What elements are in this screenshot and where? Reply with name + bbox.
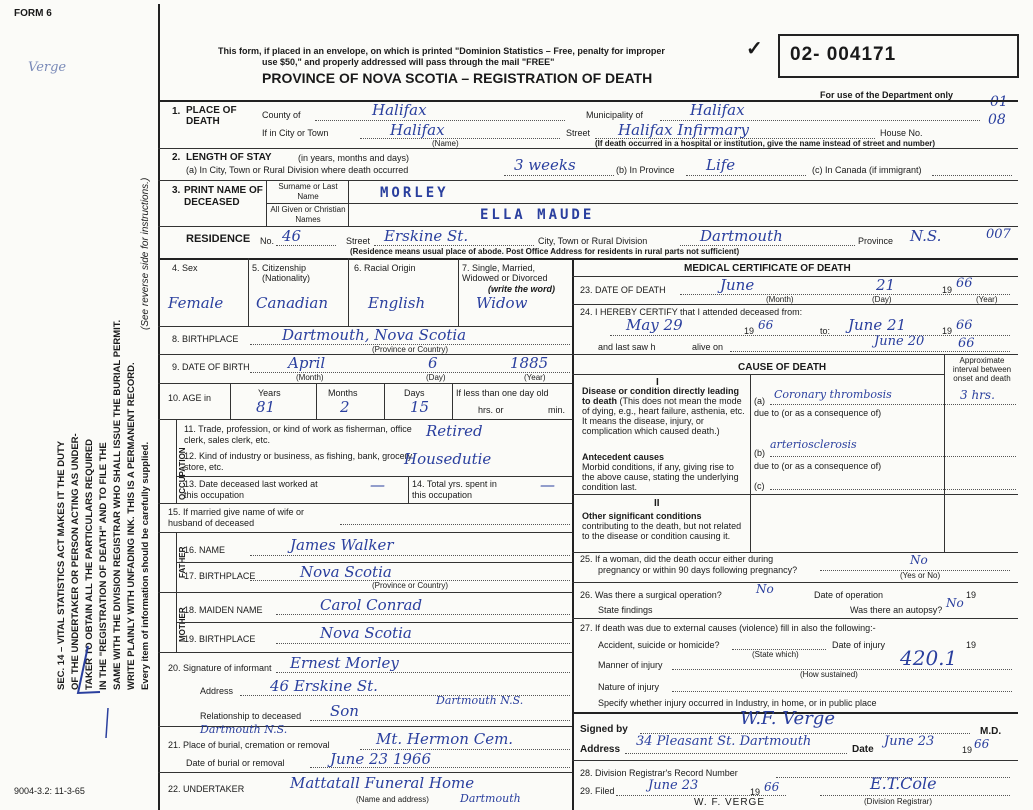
- stay-b-value: Life: [706, 156, 736, 174]
- dob-month-sub: (Month): [296, 373, 324, 382]
- dob-day: 6: [428, 354, 438, 372]
- residence-province: N.S.: [910, 227, 942, 245]
- q27-label: 27. If death was due to external causes (violence) fill in also the following:-: [580, 623, 876, 633]
- nature-label: Nature of injury: [598, 682, 660, 692]
- dept-code-1: 01: [990, 94, 1008, 110]
- residence-code: 007: [986, 227, 1011, 242]
- side-instruction-7: (See reverse side for instructions.): [140, 177, 151, 330]
- q12-label: 12. Kind of industry or business, as fishing, bank, grocery store, etc.: [184, 451, 413, 472]
- cause-b-value: arteriosclerosis: [770, 438, 857, 451]
- q25-answer: No: [910, 553, 928, 567]
- dept-use-label: For use of the Department only: [820, 90, 954, 100]
- sign-date-label: Date: [852, 744, 874, 755]
- attend-to-century: 19: [942, 326, 953, 336]
- interval-label: Approximate interval between onset and death: [952, 356, 1012, 383]
- envelope-notice-1: This form, if placed in an envelope, on which is printed "Dominion Statistics – Free, penalty for improper: [218, 46, 665, 56]
- informant-rel: Son: [330, 702, 359, 720]
- burial-date-label: Date of burial or removal: [186, 758, 285, 768]
- signed-value: W.F. Verge: [740, 708, 835, 729]
- birthplace-label: 8. BIRTHPLACE: [172, 334, 239, 344]
- racial-label: 6. Racial Origin: [354, 263, 416, 273]
- father-bp-sub: (Province or Country): [372, 581, 449, 590]
- name-num: 3.: [172, 185, 181, 196]
- q15-label: 15. If married give name of wife or husband of deceased: [168, 507, 305, 528]
- check-mark: ✓: [746, 38, 763, 60]
- informant-addr-label: Address: [200, 686, 234, 696]
- q12-value: Housedutie: [404, 450, 492, 468]
- q14-value: —: [540, 476, 555, 494]
- alive-label: alive on: [692, 342, 724, 352]
- burial-place-label: 21. Place of burial, cremation or removal: [168, 740, 330, 750]
- side-instruction-8: Every item of information should be carefully supplied.: [140, 441, 151, 690]
- q25-label: 25. If a woman, did the death occur either during: [580, 554, 774, 564]
- autopsy-label: Was there an autopsy?: [850, 605, 943, 615]
- residence-street: Erskine St.: [384, 227, 469, 245]
- side-instruction-1: SEC. 14 – VITAL STATISTICS ACT MAKES IT THE DUTY: [56, 440, 67, 690]
- residence-street-label: Street: [346, 236, 371, 246]
- attend-from-century: 19: [744, 326, 755, 336]
- manner-label: Manner of injury: [598, 660, 663, 670]
- death-century: 19: [942, 285, 953, 295]
- q24-label: 24. I HEREBY CERTIFY that I attended deceased from:: [580, 307, 803, 317]
- op-date-label: Date of operation: [814, 590, 884, 600]
- hrs-label: hrs. or: [478, 405, 504, 415]
- stay-a-value: 3 weeks: [514, 156, 576, 174]
- age-years: 81: [256, 398, 276, 416]
- form-code: 9004-3.2: 11-3-65: [14, 786, 85, 796]
- age-label: 10. AGE in: [168, 393, 212, 403]
- house-no-label: House No.: [880, 128, 923, 138]
- burial-place: Mt. Hermon Cem.: [376, 730, 514, 748]
- q11-label: 11. Trade, profession, or kind of work as fisherman, office clerk, sales clerk, etc.: [184, 424, 412, 445]
- registrar-sub: (Division Registrar): [864, 797, 933, 806]
- street-value: Halifax Infirmary: [618, 121, 749, 139]
- residence-no-label: No.: [260, 236, 275, 246]
- side-instruction-5: SAME WITH THE DIVISION REGISTRAR WHO SHALL ISSUE THE BURIAL PERMIT.: [112, 319, 123, 690]
- part-1-label: I: [656, 377, 659, 388]
- op-century: 19: [966, 590, 977, 600]
- medical-title: MEDICAL CERTIFICATE OF DEATH: [684, 263, 851, 274]
- sign-date: June 23: [884, 734, 935, 749]
- q14-label: 14. Total yrs. spent in this occupation: [412, 479, 497, 500]
- occupation-side-label: OCCUPATION: [178, 447, 187, 500]
- cause-title: CAUSE OF DEATH: [738, 362, 827, 373]
- city-label: If in City or Town: [262, 128, 329, 138]
- due-to-1: due to (or as a consequence of): [754, 408, 882, 418]
- age-months: 2: [340, 398, 350, 416]
- place-label: PLACE OF DEATH: [186, 105, 237, 127]
- marital-value: Widow: [476, 294, 528, 312]
- dept-code-2: 08: [988, 112, 1006, 128]
- doctor-stamp: W. F. VERGE: [694, 797, 766, 808]
- to-label: to:: [820, 326, 831, 336]
- last-seen: June 20: [874, 334, 925, 349]
- residence-label: RESIDENCE: [186, 233, 251, 245]
- cause-a-label: (a): [754, 396, 765, 406]
- municipality-label: Municipality of: [586, 110, 644, 120]
- father-side-label: FATHER: [178, 546, 187, 578]
- attend-from-yr: 66: [758, 318, 774, 332]
- state-which-sub: (State which): [752, 650, 799, 659]
- md-label: M.D.: [980, 726, 1002, 737]
- stay-b-label: (b) In Province: [616, 165, 675, 175]
- how-sustained-sub: (How sustained): [800, 670, 858, 679]
- residence-note: (Residence means usual place of abode. Post Office Address for residents in rural parts not sufficient): [350, 247, 740, 256]
- birthplace-value: Dartmouth, Nova Scotia: [282, 326, 467, 344]
- death-month-sub: (Month): [766, 295, 794, 304]
- residence-city: Dartmouth: [700, 227, 783, 245]
- father-name-label: 16. NAME: [184, 545, 226, 555]
- q13-label: 13. Date deceased last worked at this occupation: [184, 479, 318, 500]
- street-label: Street: [566, 128, 591, 138]
- filed-yr: 66: [764, 780, 780, 794]
- death-month: June: [720, 276, 755, 294]
- yes-no-sub: (Yes or No): [900, 571, 941, 580]
- undertaker-label: 22. UNDERTAKER: [168, 784, 245, 794]
- father-name: James Walker: [290, 536, 394, 554]
- hospital-note: (If death occurred in a hospital or institution, give the name instead of street and number): [595, 139, 936, 148]
- disease-label: Disease or condition directly leading to death (This does not mean the mode of dying, e.g., heart failure, asthenia, etc. It means the disease, injury, or complication which caused death.): [582, 386, 745, 436]
- death-day-sub: (Day): [872, 295, 892, 304]
- death-year: 66: [956, 276, 973, 291]
- informant-addr2: Dartmouth N.S.: [436, 694, 524, 707]
- icd-code: 420.1: [900, 646, 958, 670]
- stay-c-label: (c) In Canada (if immigrant): [812, 165, 922, 175]
- q13-value: —: [370, 476, 385, 494]
- undertaker-value: Mattatall Funeral Home: [290, 774, 475, 792]
- dob-year-sub: (Year): [524, 373, 546, 382]
- burial-date: June 23 1966: [330, 750, 432, 768]
- q25-label-2: pregnancy or within 90 days following pregnancy?: [598, 565, 798, 575]
- residence-province-label: Province: [858, 236, 894, 246]
- citizenship-value: Canadian: [256, 294, 329, 312]
- residence-no: 46: [282, 227, 302, 245]
- less-day-label: If less than one day old: [456, 388, 549, 398]
- marital-sub: (write the word): [488, 284, 555, 294]
- informant-sig-label: 20. Signature of informant: [168, 663, 272, 673]
- antecedent-label: Antecedent causes: [582, 452, 665, 462]
- injury-date-label: Date of injury: [832, 640, 886, 650]
- frame-left-border: [158, 4, 160, 810]
- form-label: FORM 6: [14, 8, 52, 19]
- dob-label: 9. DATE OF BIRTH: [172, 362, 250, 372]
- q29-label: 29. Filed: [580, 786, 615, 796]
- registration-number-box: [778, 34, 1019, 78]
- registration-number: 02- 004171: [790, 44, 897, 65]
- cause-b-label: (b): [754, 448, 765, 458]
- due-to-2: due to (or as a consequence of): [754, 461, 882, 471]
- accident-label: Accident, suicide or homicide?: [598, 640, 720, 650]
- residence-city-label: City, Town or Rural Division: [538, 236, 648, 246]
- q23-label: 23. DATE OF DEATH: [580, 285, 666, 295]
- injury-century: 19: [966, 640, 977, 650]
- maiden-value: Carol Conrad: [320, 596, 423, 614]
- stay-a-label: (a) In City, Town or Rural Division where death occurred: [186, 165, 409, 175]
- racial-value: English: [368, 294, 426, 312]
- side-instruction-4: IN THE "REGISTRATION OF DEATH" AND TO FILE THE: [98, 442, 109, 690]
- given-label: All Given or Christian Names: [270, 205, 346, 224]
- filed-date: June 23: [648, 778, 699, 793]
- sign-date-yr: 66: [974, 737, 990, 751]
- citizenship-sub: (Nationality): [262, 273, 311, 283]
- mother-bp-label: 19. BIRTHPLACE: [184, 634, 256, 644]
- margin-note: Verge: [28, 60, 67, 75]
- page-title: PROVINCE OF NOVA SCOTIA – REGISTRATION OF DEATH: [262, 70, 653, 86]
- stay-label: LENGTH OF STAY: [186, 152, 272, 163]
- place-num: 1.: [172, 106, 181, 117]
- sex-value: Female: [168, 294, 224, 312]
- marital-label: 7. Single, Married, Widowed or Divorced: [462, 263, 548, 283]
- side-instruction-2: OF THE UNDERTAKER OR PERSON ACTING AS UNDER-: [70, 433, 81, 690]
- last-seen-label: and last saw h: [598, 342, 656, 352]
- handwritten-marks: [58, 638, 118, 748]
- county-label: County of: [262, 110, 301, 120]
- other-label: Other significant conditions: [582, 511, 702, 521]
- given-value: ELLA MAUDE: [480, 207, 595, 223]
- municipality-value: Halifax: [690, 101, 745, 119]
- days-label: Days: [404, 388, 425, 398]
- undertaker-value-2: Dartmouth: [460, 792, 521, 805]
- frame-top-rule: [158, 100, 1018, 102]
- envelope-notice-2: use $50," and properly addressed will pass through the mail "FREE": [262, 57, 555, 67]
- father-bp: Nova Scotia: [300, 563, 392, 581]
- age-days: 15: [410, 398, 430, 416]
- name-label: PRINT NAME OF DECEASED: [184, 185, 263, 208]
- surname-label: Surname or Last Name: [278, 182, 338, 201]
- side-instruction-6: WRITE PLAINLY WITH UNFADING INK. THIS IS A PERMANENT RECORD.: [126, 362, 137, 690]
- antecedent-note: Morbid conditions, if any, giving rise to the above cause, stating the underlying condition last.: [582, 462, 739, 492]
- birthplace-sub: (Province or Country): [372, 345, 449, 354]
- city-name-sublabel: (Name): [432, 139, 459, 148]
- city-value: Halifax: [390, 121, 445, 139]
- citizenship-label: 5. Citizenship: [252, 263, 307, 273]
- father-bp-label: 17. BIRTHPLACE: [184, 571, 256, 581]
- mother-bp: Nova Scotia: [320, 624, 412, 642]
- burial-place-note: Dartmouth N.S.: [200, 723, 288, 736]
- q26-label: 26. Was there a surgical operation?: [580, 590, 722, 600]
- cause-a-interval: 3 hrs.: [960, 388, 995, 402]
- attend-to: June 21: [848, 316, 907, 334]
- death-day: 21: [876, 276, 896, 294]
- sex-label: 4. Sex: [172, 263, 198, 273]
- years-label: Years: [258, 388, 281, 398]
- county-value: Halifax: [372, 101, 427, 119]
- attend-from: May 29: [626, 316, 683, 334]
- signer-address: 34 Pleasant St. Dartmouth: [636, 734, 812, 749]
- months-label: Months: [328, 388, 358, 398]
- q11-value: Retired: [426, 422, 483, 440]
- min-label: min.: [548, 405, 566, 415]
- maiden-label: 18. MAIDEN NAME: [184, 605, 263, 615]
- stay-sub: (in years, months and days): [298, 153, 410, 163]
- death-year-sub: (Year): [976, 295, 998, 304]
- autopsy-answer: No: [946, 596, 964, 610]
- address-label: Address: [580, 744, 621, 755]
- part-2-label: II: [654, 498, 660, 509]
- registrar-sig: E.T.Cole: [870, 774, 937, 793]
- specify-label: Specify whether injury occurred in Industry, in home, or in public place: [598, 698, 877, 708]
- cause-a-value: Coronary thrombosis: [774, 388, 892, 401]
- side-instruction-3: TAKER TO OBTAIN ALL THE PARTICULARS REQUIRED: [84, 438, 95, 690]
- undertaker-sub: (Name and address): [356, 795, 429, 804]
- sign-century: 19: [962, 745, 973, 755]
- informant-rel-label: Relationship to deceased: [200, 711, 302, 721]
- informant-sig: Ernest Morley: [290, 654, 399, 672]
- last-seen-yr: 66: [958, 336, 975, 351]
- dob-month: April: [288, 354, 326, 372]
- other-note: contributing to the death, but not related to the disease or condition causing it.: [582, 521, 742, 541]
- informant-addr: 46 Erskine St.: [270, 677, 378, 695]
- q26-answer: No: [756, 582, 774, 596]
- state-findings-label: State findings: [598, 605, 653, 615]
- q28-label: 28. Division Registrar's Record Number: [580, 768, 738, 778]
- mother-side-label: MOTHER: [178, 607, 187, 642]
- filed-century: 19: [750, 787, 761, 797]
- dob-day-sub: (Day): [426, 373, 446, 382]
- surname-value: MORLEY: [380, 185, 449, 201]
- attend-to-yr: 66: [956, 318, 973, 333]
- center-divider: [572, 258, 574, 810]
- stay-num: 2.: [172, 152, 181, 163]
- cause-c-label: (c): [754, 481, 765, 491]
- dob-year: 1885: [510, 354, 549, 372]
- signed-label: Signed by: [580, 724, 628, 735]
